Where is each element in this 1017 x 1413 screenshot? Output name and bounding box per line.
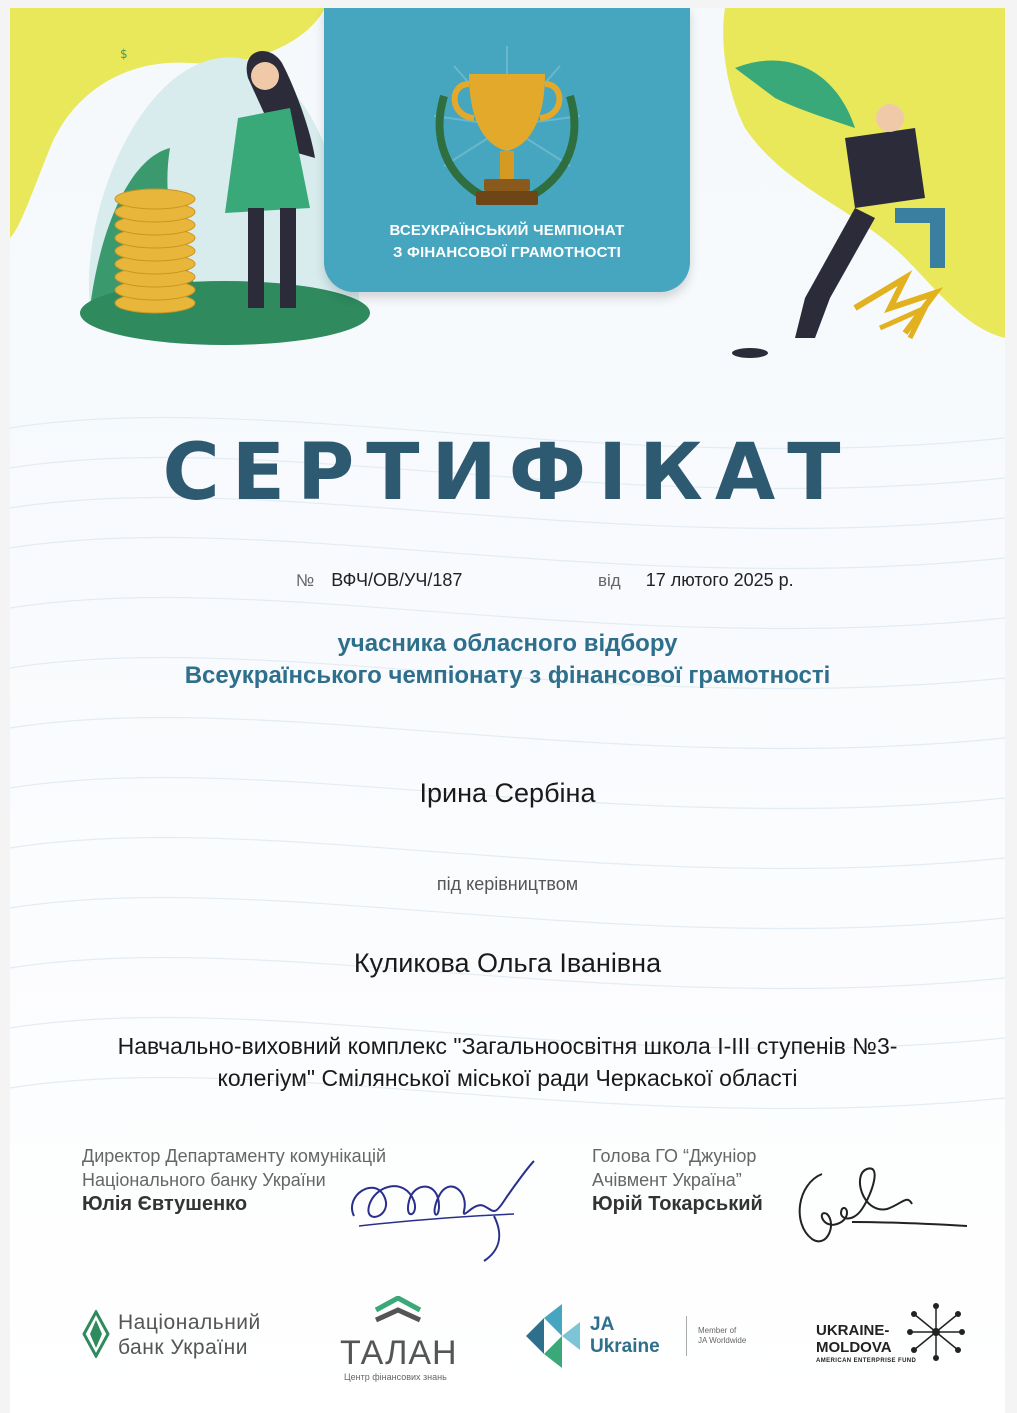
- superhero-runner-illustration: [705, 8, 1005, 368]
- talan-logo-icon: [372, 1296, 424, 1330]
- signer-position-line2: Ачівмент Україна”: [592, 1170, 742, 1190]
- banner-title-line1: ВСЕУКРАЇНСЬКИЙ ЧЕМПІОНАТ: [389, 222, 625, 239]
- certificate-page: [10, 8, 1005, 1413]
- subtitle-line1: учасника обласного відбору: [337, 630, 678, 657]
- nbu-logo-text: [118, 1310, 261, 1360]
- school-line1: Навчально-виховний комплекс "Загальноосвітня школа І-ІІІ ступенів №3-: [117, 1033, 898, 1059]
- number-sign: №: [296, 571, 315, 590]
- nbu-line2: банк України: [118, 1336, 248, 1359]
- svg-text:$: $: [120, 47, 128, 61]
- supervision-label: під керівництвом: [436, 874, 579, 894]
- championship-banner: [324, 8, 690, 292]
- logo-divider: [686, 1316, 687, 1356]
- ja-line1: JA: [590, 1314, 615, 1335]
- certificate-subtitle: [10, 628, 1005, 692]
- umaef-line1: UKRAINE-: [816, 1322, 890, 1339]
- date-line: [598, 570, 794, 591]
- signer-position-line2: Національного банку України: [82, 1170, 326, 1190]
- certificate-number: ВФЧ/ОВ/УЧ/187: [331, 570, 463, 590]
- signer-name: Юлія Євтушенко: [82, 1193, 248, 1215]
- teacher-name: Куликова Ольга Іванівна: [353, 948, 662, 978]
- signer-name: Юрій Токарський: [592, 1193, 763, 1215]
- ja-member-line1: Member of: [698, 1326, 737, 1335]
- subtitle-line2: Всеукраїнського чемпіонату з фінансової грамотності: [184, 662, 831, 689]
- trophy-icon: [324, 8, 690, 216]
- signature-block-right: [592, 1144, 763, 1216]
- ja-line2: Ukraine: [590, 1336, 660, 1357]
- school-name: [30, 1030, 985, 1094]
- signer-position-line1: Голова ГО “Джуніор: [592, 1146, 757, 1166]
- talan-logo-text: ТАЛАН: [340, 1334, 458, 1372]
- participant-name: Ірина Сербіна: [419, 778, 596, 808]
- umaef-line3: AMERICAN ENTERPRISE FUND: [816, 1358, 917, 1364]
- nbu-logo-icon: [82, 1310, 110, 1358]
- signature-block-left: [82, 1144, 386, 1216]
- umaef-logo-text: [816, 1322, 916, 1366]
- signer-position-line1: Директор Департаменту комунікацій: [82, 1146, 387, 1166]
- ja-member-line2: JA Worldwide: [698, 1336, 747, 1345]
- ja-ukraine-logo-text: [590, 1314, 660, 1358]
- umaef-logo-icon: [906, 1302, 966, 1362]
- handwritten-signature-left: [344, 1156, 544, 1266]
- banner-title-line2: З ФІНАНСОВОЇ ГРАМОТНОСТІ: [392, 244, 622, 261]
- date-label: від: [598, 571, 621, 590]
- certificate-title: СЕРТИФІКАТ: [162, 428, 853, 518]
- ja-member-text: [698, 1326, 746, 1346]
- number-line: [296, 570, 462, 591]
- certificate-date: 17 лютого 2025 р.: [645, 570, 794, 590]
- umaef-line2: MOLDOVA: [816, 1339, 892, 1356]
- handwritten-signature-right: [792, 1154, 972, 1254]
- school-line2: колегіум" Смілянської міської ради Черкаської області: [217, 1065, 798, 1091]
- ja-ukraine-logo-icon: [526, 1304, 582, 1368]
- talan-subtitle: Центр фінансових знань: [344, 1372, 447, 1382]
- nbu-line1: Національний: [118, 1311, 261, 1334]
